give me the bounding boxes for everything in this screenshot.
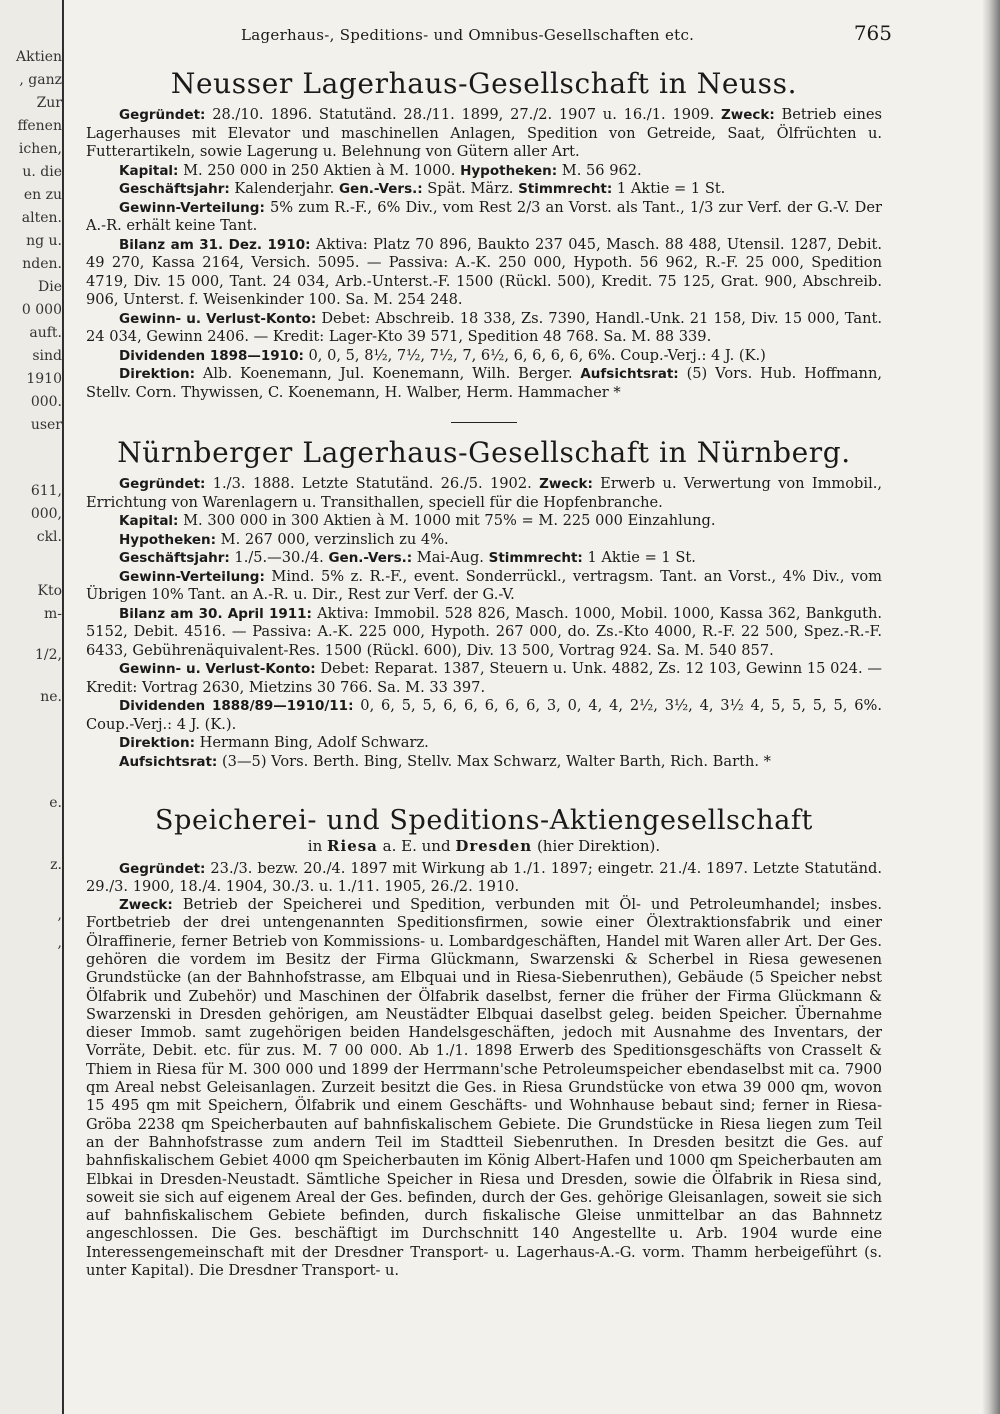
field-text: Kalenderjahr. xyxy=(229,180,339,197)
gutter-fragment: , xyxy=(57,907,62,923)
field-text: M. 56 962. xyxy=(557,161,642,179)
gutter-fragment: e. xyxy=(49,795,62,811)
place-name: Dresden xyxy=(455,837,533,855)
field-text: Alb. Koenemann, Jul. Koenemann, Wilh. Berger. xyxy=(195,365,581,382)
field-label: Aufsichtsrat: xyxy=(580,366,679,382)
paragraph xyxy=(86,860,882,897)
field-text: Debet: Abschreib. 18 338, Zs. 7390, Handl.-Unk. 21 158, Div. 15 000, Tant. 24 034, Gewinn 2406. — Kredit: Lager-Kto 39 571, Spedition 48 768. Sa. M. 88 339. xyxy=(86,309,882,345)
gutter-fragment: ichen, xyxy=(18,141,62,157)
subtitle-text: a. E. und xyxy=(377,837,456,855)
gutter-fragment: ckl. xyxy=(36,529,62,545)
field-text: M. 267 000, verzinslich zu 4%. xyxy=(216,530,449,548)
field-label: Gegründet: xyxy=(119,476,206,492)
gutter-fragment: 000, xyxy=(30,506,62,522)
field-label: Bilanz am 31. Dez. 1910: xyxy=(119,236,311,253)
field-text: Betrieb eines Lagerhauses mit Elevator und maschinellen Anlagen, Spedition von Getreide, Saat, Ölfrüchten u. Futterartikeln, sowie Lagerung u. Belehnung von Gütern aller Art. xyxy=(86,106,882,160)
field-text: (5) Vors. Hub. Hoffmann, Stellv. Corn. Thywissen, C. Koenemann, H. Walber, Herm. Hammacher * xyxy=(86,365,882,401)
field-label: Geschäftsjahr: xyxy=(119,550,230,566)
paragraph xyxy=(86,475,882,512)
field-text: Aktiva: Platz 70 896, Baukto 237 045, Masch. 88 488, Utensil. 1287, Debit. 49 270, Kassa 2164, Versich. 5095. — Passiva: A.-K. 250 000, Hypoth. 56 962, R.-F. 25 000, Spedition 4719, Div. 15 000, Tant. 24 034, Arb.-Unterst.-F. 1500 (Rückl. 500), Kredit. 75 125, Grat. 900, Abschreib. 906, Unterst. f. Weisenkinder 100. Sa. M. 254 248. xyxy=(86,235,882,308)
field-label: Gewinn- u. Verlust-Konto: xyxy=(119,661,316,677)
field-text: Mai-Aug. xyxy=(412,549,489,566)
entry-subtitle xyxy=(86,837,882,856)
field-text: 0, 6, 5, 5, 6, 6, 6, 6, 6, 3, 0, 4, 4, 2½, 3½, 4, 3½ 4, 5, 5, 5, 5, 6%. Coup.-Verj.: 4 J. (K.). xyxy=(86,697,883,733)
field-text: 1./5.—30./4. xyxy=(229,549,329,566)
gutter-fragment: auft. xyxy=(29,325,62,341)
field-text: 5% zum R.-F., 6% Div., vom Rest 2/3 an Vorst. als Tant., 1/3 zur Verf. der G.-V. Der A.-R. erhält keine Tant. xyxy=(86,198,882,234)
entry-title: Speicherei- und Speditions-Aktiengesellschaft xyxy=(155,805,813,836)
field-text: Spät. März. xyxy=(422,180,519,197)
company-entry-nuernberger xyxy=(86,437,882,771)
company-entry-speicherei xyxy=(86,805,882,1280)
paragraph xyxy=(86,365,882,402)
paragraph xyxy=(86,512,882,531)
subtitle-text: in xyxy=(307,837,328,855)
gutter-fragment: m- xyxy=(43,606,62,622)
field-label: Gen.-Vers.: xyxy=(328,550,413,566)
field-label: Zweck: xyxy=(539,476,593,492)
paragraph xyxy=(86,531,882,550)
paragraph xyxy=(86,347,882,366)
field-label: Gen.-Vers.: xyxy=(338,181,423,197)
field-text: Betrieb der Speicherei und Spedition, verbunden mit Öl- und Petroleumhandel; insbes. Fortbetrieb der drei untengenannten Speditionsfirmen, sowie einer Ölextraktionsfabrik und einer Ölraffinerie, ferner Betrieb von Kommissions- u. Lombardgeschäften, Handel mit Waren aller Art. Der Ges. gehören die vordem im Besitz der Firma Glückmann, Swarzenski & Scherbel in Riesa gewesenen Grundstücke (an der Bahnhofstrasse, am Elbquai und in Riesa-Siebenruthen), Gebäude (5 Speicher nebst Ölfabrik und Zubehör) und Maschinen der Ölfabrik daselbst, ferner die früher der Firma Glückmann & Swarzenski in Dresden gehörigen, am Neustädter Elbquai daselbst geleg. beiden Speicher. Übernahme dieser Immob. samt zugehörigen beiden Handelsgeschäften, jedoch mit Ausnahme des Inventars, der Vorräte, Debit. etc. für zus. M. 7 00 000. Ab 1./1. 1898 Erwerb des Speditionsgeschäfts von Crasselt & Thiem in Riesa für M. 300 000 und 1899 der Herrmann'sche Petroleumspeicher ebendaselbst mit ca. 7900 qm Areal nebst Geleisanlagen. Zurzeit besitzt die Ges. in Riesa Grundstücke von etwa 39 000 qm, wovon 15 495 qm mit Speichern, Ölfabrik und einem Geschäfts- und Wohnhause bebaut sind; ferner in Riesa-Gröba 2238 qm Speicherbauten auf bahnfiskalischem Gebiete. Die Grundstücke in Riesa liegen zum Teil an der Bahnhofstrasse zum andern Teil im Stadtteil Siebenruthen. In Dresden besitzt die Ges. auf bahnfiskalischem Gebiet 4000 qm Speicherbauten im König Albert-Hafen und 1000 qm Speicherbauten am Elbkai in Dresden-Neustadt. Sämtliche Speicher in Riesa und Dresden, sowie die Ölfabrik in Riesa sind, soweit sie sich auf eigenem Areal der Ges. befinden, durch der Ges. gehörige Gleisanlagen, soweit sie sich auf bahnfiskalischem Gebiete befinden, durch fiskalische Gleise unmittelbar an das Bahnnetz angeschlossen. Die Ges. beschäftigt im Durchschnitt 140 Angestellte u. Arb. 1904 wurde eine Interessengemeinschaft mit der Dresdner Transport- u. Lagerhaus-A.-G. vorm. Thamm herbeigeführt (s. unter Kapital). Die Dresdner Transport- u. xyxy=(86,896,882,1280)
field-label: Geschäftsjahr: xyxy=(119,181,230,197)
field-label: Gewinn-Verteilung: xyxy=(119,568,265,585)
gutter-fragment: Aktien xyxy=(16,49,62,65)
field-text: M. 250 000 in 250 Aktien à M. 1000. xyxy=(178,161,461,179)
gutter-fragment: , ganz xyxy=(19,72,62,88)
field-label: Gewinn- u. Verlust-Konto: xyxy=(119,310,317,327)
field-label: Hypotheken: xyxy=(460,162,558,179)
gutter-fragment: , xyxy=(57,935,62,951)
gutter-fragment: Zur xyxy=(36,95,62,111)
field-text: M. 300 000 in 300 Aktien à M. 1000 mit 75% = M. 225 000 Einzahlung. xyxy=(178,512,716,529)
gutter-fragment: sind xyxy=(32,348,62,364)
field-text: Hermann Bing, Adolf Schwarz. xyxy=(195,734,429,751)
field-label: Direktion: xyxy=(119,366,195,382)
paragraph xyxy=(86,697,882,734)
paragraph xyxy=(86,199,882,236)
entry-title: Nürnberger Lagerhaus-Gesellschaft in Nürnberg. xyxy=(117,436,851,469)
place-name: Riesa xyxy=(327,837,378,855)
field-text: 1 Aktie = 1 St. xyxy=(612,180,726,197)
paragraph xyxy=(86,180,882,199)
field-label: Dividenden 1898—1910: xyxy=(119,347,304,364)
field-label: Kapital: xyxy=(119,162,179,179)
paragraph xyxy=(86,896,882,1280)
gutter-fragment: u. die xyxy=(22,164,62,180)
gutter-fragment: en zu xyxy=(23,187,62,203)
page-fold-shadow xyxy=(62,0,64,1414)
paragraph xyxy=(86,310,882,347)
field-label: Zweck: xyxy=(119,897,173,914)
left-gutter-adjacent-page xyxy=(0,0,64,1414)
paragraph xyxy=(86,660,882,697)
field-label: Stimmrecht: xyxy=(488,550,583,566)
gutter-fragment: z. xyxy=(50,857,62,873)
field-text: 23./3. bezw. 20./4. 1897 mit Wirkung ab 1./1. 1897; eingetr. 21./4. 1897. Letzte Statutänd. 29./3. 1900, 18./4. 1904, 30./3. u. 1./11. 1905, 26./2. 1910. xyxy=(86,859,882,895)
right-page-edge xyxy=(982,0,1000,1414)
field-label: Dividenden 1888/89—1910/11: xyxy=(119,698,354,714)
gutter-fragment: Kto xyxy=(37,583,62,599)
field-text: Aktiva: Immobil. 528 826, Masch. 1000, Mobil. 1000, Kassa 362, Bankguth. 5152, Debit. 4516. — Passiva: A.-K. 225 000, Hypoth. 267 000, do. Zs.-Kto 4000, R.-F. 22 500, Spez.-R.-F. 6433, Gebührenäquivalent-Res. 1500 (Rückl. 600), Div. 13 500, Vortrag 924. Sa. M. 540 857. xyxy=(86,604,883,659)
paragraph xyxy=(86,568,882,605)
field-text: 0, 0, 5, 8½, 7½, 7½, 7, 6½, 6, 6, 6, 6, 6%. Coup.-Verj.: 4 J. (K.) xyxy=(303,346,766,364)
paragraph xyxy=(86,753,882,772)
paragraph xyxy=(86,605,882,661)
entry-title: Neusser Lagerhaus-Gesellschaft in Neuss. xyxy=(170,67,798,100)
gutter-fragment: ng u. xyxy=(26,233,62,249)
gutter-fragment: ffenen xyxy=(17,118,62,134)
gutter-fragment: alten. xyxy=(21,210,62,226)
paragraph xyxy=(86,549,882,568)
gutter-fragment: 1/2, xyxy=(35,647,62,663)
field-label: Gegründet: xyxy=(119,107,206,123)
field-label: Stimmrecht: xyxy=(518,181,613,197)
field-label: Direktion: xyxy=(119,735,195,751)
subtitle-text: (hier Direktion). xyxy=(532,837,661,855)
field-label: Gegründet: xyxy=(119,860,206,877)
field-text: 28./10. 1896. Statutänd. 28./11. 1899, 27./2. 1907 u. 16./1. 1909. xyxy=(205,106,721,123)
field-text: (3—5) Vors. Berth. Bing, Stellv. Max Schwarz, Walter Barth, Rich. Barth. * xyxy=(217,752,771,770)
field-label: Zweck: xyxy=(720,107,775,123)
gutter-fragment: nden. xyxy=(22,256,62,272)
field-text: Erwerb u. Verwertung von Immobil., Errichtung von Warenlagern u. Transithallen, speciell für die Hopfenbranche. xyxy=(86,475,883,511)
running-header-title: Lagerhaus-, Speditions- und Omnibus-Gesellschaften etc. xyxy=(241,26,695,44)
field-label: Hypotheken: xyxy=(119,531,217,548)
gutter-fragment: 611, xyxy=(30,483,62,499)
gutter-fragment: ne. xyxy=(40,689,62,705)
field-text: 1./3. 1888. Letzte Statutänd. 26./5. 1902. xyxy=(205,475,540,492)
page-number: 765 xyxy=(853,21,892,45)
company-entry-neusser xyxy=(86,68,882,402)
gutter-fragment: Die xyxy=(38,279,62,295)
paragraph xyxy=(86,162,882,181)
gutter-fragment: 000. xyxy=(30,394,62,410)
paragraph xyxy=(86,106,882,162)
gutter-fragment: 0 000 xyxy=(21,302,62,318)
paragraph xyxy=(86,734,882,753)
field-label: Aufsichtsrat: xyxy=(119,753,218,770)
paragraph xyxy=(86,236,882,310)
document-page xyxy=(86,21,892,1280)
field-label: Gewinn-Verteilung: xyxy=(119,199,265,216)
gutter-fragment: 1910 xyxy=(26,371,62,387)
field-text: 1 Aktie = 1 St. xyxy=(582,549,696,566)
field-text: Debet: Reparat. 1387, Steuern u. Unk. 4882, Zs. 12 103, Gewinn 15 024. — Kredit: Vortrag 2630, Mietzins 30 766. Sa. M. 33 397. xyxy=(86,660,883,696)
field-text: Mind. 5% z. R.-F., event. Sonderrückl., vertragsm. Tant. an Vorst., 4% Div., vom Übrigen 10% Tant. an A.-R. u. Dir., Rest zur Verf. der G.-V. xyxy=(86,567,882,603)
field-label: Bilanz am 30. April 1911: xyxy=(119,605,312,622)
running-header xyxy=(86,21,892,46)
section-divider xyxy=(451,422,517,423)
gutter-fragment: user xyxy=(30,417,62,433)
field-label: Kapital: xyxy=(119,513,179,529)
